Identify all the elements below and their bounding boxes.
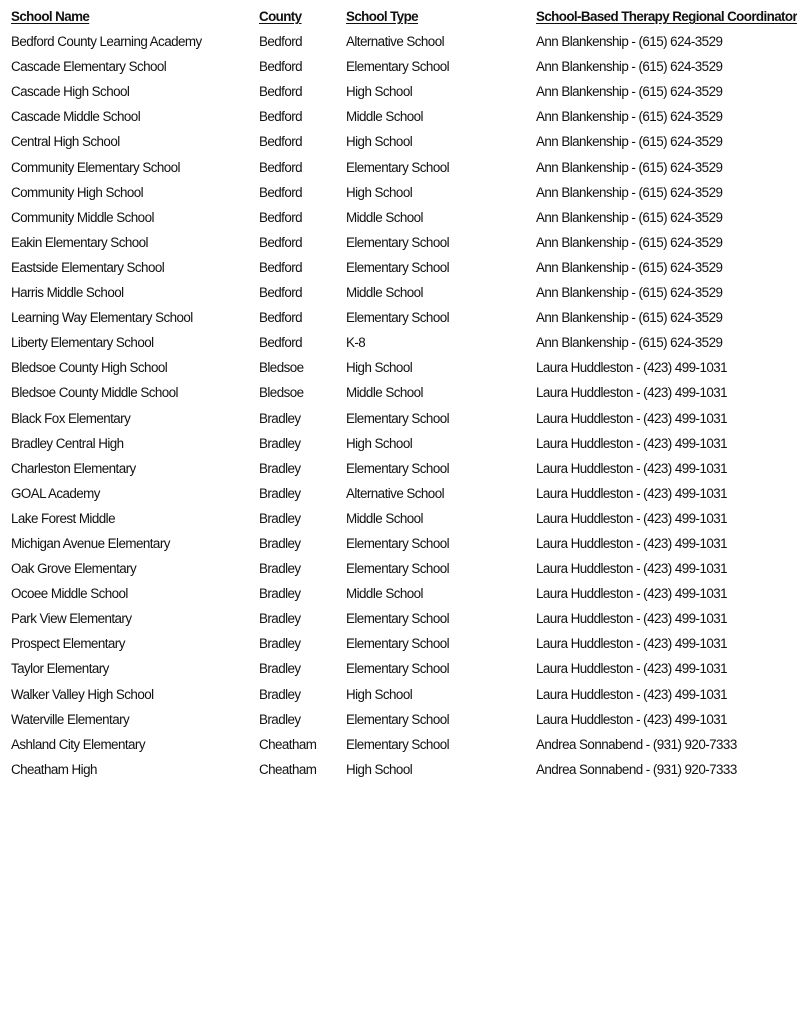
school-type-cell: Middle School	[346, 285, 423, 301]
school-type-cell: Elementary School	[346, 59, 450, 75]
county-cell: Bedford	[259, 59, 303, 75]
coordinator-cell: Ann Blankenship - (615) 624-3529	[536, 209, 723, 225]
school-type-cell: High School	[346, 134, 413, 150]
county-cell: Bradley	[259, 535, 301, 551]
school-name-cell: Waterville Elementary	[11, 711, 130, 727]
school-type-cell: High School	[346, 435, 413, 451]
school-type-cell: Elementary School	[346, 535, 450, 551]
school-name-cell: Community Elementary School	[11, 159, 180, 175]
school-name-cell: Harris Middle School	[11, 285, 124, 301]
table-row	[11, 631, 761, 656]
county-cell: Bedford	[259, 310, 303, 326]
county-cell: Bradley	[259, 561, 301, 577]
school-name-cell: Community Middle School	[11, 209, 154, 225]
county-cell: Cheatham	[259, 761, 317, 777]
coordinator-cell: Ann Blankenship - (615) 624-3529	[536, 159, 723, 175]
table-row	[11, 230, 761, 255]
coordinator-cell: Andrea Sonnabend - (931) 920-7333	[536, 761, 737, 777]
coordinator-cell: Laura Huddleston - (423) 499-1031	[536, 661, 728, 677]
county-cell: Bedford	[259, 285, 303, 301]
coordinator-cell: Laura Huddleston - (423) 499-1031	[536, 485, 728, 501]
coordinator-cell: Ann Blankenship - (615) 624-3529	[536, 234, 723, 250]
county-cell: Bradley	[259, 510, 301, 526]
school-type-cell: Elementary School	[346, 636, 450, 652]
school-type-cell: Elementary School	[346, 410, 450, 426]
school-type-cell: Elementary School	[346, 561, 450, 577]
coordinator-cell: Ann Blankenship - (615) 624-3529	[536, 84, 723, 100]
coordinator-cell: Ann Blankenship - (615) 624-3529	[536, 310, 723, 326]
school-name-cell: Bedford County Learning Academy	[11, 34, 202, 50]
coordinator-cell: Laura Huddleston - (423) 499-1031	[536, 686, 728, 702]
table-row	[11, 380, 761, 405]
coordinator-cell: Andrea Sonnabend - (931) 920-7333	[536, 736, 737, 752]
school-name-cell: Cascade Middle School	[11, 109, 141, 125]
school-name-cell: Charleston Elementary	[11, 460, 136, 476]
table-row	[11, 481, 761, 506]
table-row	[11, 682, 761, 707]
school-name-cell: Learning Way Elementary School	[11, 310, 193, 326]
school-type-cell: Middle School	[346, 385, 423, 401]
table-row	[11, 506, 761, 531]
school-type-cell: Elementary School	[346, 711, 450, 727]
county-cell: Bledsoe	[259, 360, 304, 376]
county-cell: Bradley	[259, 686, 301, 702]
school-type-cell: K-8	[346, 335, 366, 351]
school-type-cell: Alternative School	[346, 34, 445, 50]
coordinator-cell: Ann Blankenship - (615) 624-3529	[536, 34, 723, 50]
coordinator-cell: Ann Blankenship - (615) 624-3529	[536, 259, 723, 275]
coordinator-cell: Ann Blankenship - (615) 624-3529	[536, 285, 723, 301]
coordinator-cell: Laura Huddleston - (423) 499-1031	[536, 410, 728, 426]
county-cell: Bradley	[259, 611, 301, 627]
county-cell: Bedford	[259, 209, 303, 225]
school-type-cell: Elementary School	[346, 611, 450, 627]
coordinator-cell: Ann Blankenship - (615) 624-3529	[536, 134, 723, 150]
table-row	[11, 581, 761, 606]
school-name-cell: Bledsoe County Middle School	[11, 385, 178, 401]
coordinator-cell: Laura Huddleston - (423) 499-1031	[536, 561, 728, 577]
school-name-cell: Park View Elementary	[11, 611, 132, 627]
table-row	[11, 757, 761, 782]
school-type-cell: High School	[346, 761, 413, 777]
county-cell: Bedford	[259, 335, 303, 351]
school-type-cell: Alternative School	[346, 485, 445, 501]
table-row	[11, 205, 761, 230]
table-row	[11, 255, 761, 280]
coordinator-cell: Laura Huddleston - (423) 499-1031	[536, 535, 728, 551]
county-cell: Bedford	[259, 159, 303, 175]
school-name-cell: Cascade High School	[11, 84, 130, 100]
county-cell: Cheatham	[259, 736, 317, 752]
table-row	[11, 29, 761, 54]
coordinator-cell: Ann Blankenship - (615) 624-3529	[536, 109, 723, 125]
coordinator-cell: Laura Huddleston - (423) 499-1031	[536, 711, 728, 727]
table-row	[11, 104, 761, 129]
county-cell: Bedford	[259, 234, 303, 250]
school-name-cell: Cascade Elementary School	[11, 59, 167, 75]
header-county: County	[259, 9, 302, 24]
school-type-cell: Elementary School	[346, 234, 450, 250]
coordinator-cell: Laura Huddleston - (423) 499-1031	[536, 435, 728, 451]
county-cell: Bradley	[259, 711, 301, 727]
header-school-name: School Name	[11, 9, 90, 24]
school-type-cell: Middle School	[346, 209, 423, 225]
coordinator-cell: Ann Blankenship - (615) 624-3529	[536, 59, 723, 75]
table-row	[11, 531, 761, 556]
table-row	[11, 280, 761, 305]
county-cell: Bledsoe	[259, 385, 304, 401]
table-row	[11, 406, 761, 431]
table-row	[11, 180, 761, 205]
coordinator-cell: Laura Huddleston - (423) 499-1031	[536, 460, 728, 476]
table-row	[11, 707, 761, 732]
school-name-cell: Taylor Elementary	[11, 661, 109, 677]
school-name-cell: Black Fox Elementary	[11, 410, 131, 426]
school-type-cell: High School	[346, 686, 413, 702]
table-row	[11, 330, 761, 355]
county-cell: Bradley	[259, 661, 301, 677]
school-type-cell: Middle School	[346, 586, 423, 602]
school-type-cell: Elementary School	[346, 661, 450, 677]
table-row	[11, 79, 761, 104]
table-row	[11, 732, 761, 757]
county-cell: Bedford	[259, 259, 303, 275]
school-name-cell: Prospect Elementary	[11, 636, 125, 652]
table-body	[11, 29, 761, 782]
coordinator-cell: Laura Huddleston - (423) 499-1031	[536, 385, 728, 401]
school-type-cell: Elementary School	[346, 310, 450, 326]
table-row	[11, 456, 761, 481]
coordinator-cell: Laura Huddleston - (423) 499-1031	[536, 636, 728, 652]
school-name-cell: Walker Valley High School	[11, 686, 154, 702]
table-row	[11, 606, 761, 631]
school-type-cell: High School	[346, 84, 413, 100]
school-type-cell: High School	[346, 184, 413, 200]
county-cell: Bedford	[259, 84, 303, 100]
table-row	[11, 355, 761, 380]
school-type-cell: Middle School	[346, 510, 423, 526]
school-name-cell: Bledsoe County High School	[11, 360, 168, 376]
county-cell: Bradley	[259, 636, 301, 652]
county-cell: Bedford	[259, 109, 303, 125]
school-name-cell: Bradley Central High	[11, 435, 124, 451]
school-name-cell: GOAL Academy	[11, 485, 100, 501]
county-cell: Bradley	[259, 435, 301, 451]
county-cell: Bradley	[259, 460, 301, 476]
coordinator-cell: Laura Huddleston - (423) 499-1031	[536, 360, 728, 376]
school-name-cell: Liberty Elementary School	[11, 335, 154, 351]
school-name-cell: Ashland City Elementary	[11, 736, 145, 752]
county-cell: Bradley	[259, 485, 301, 501]
table-header-row	[11, 4, 797, 29]
school-type-cell: Elementary School	[346, 736, 450, 752]
school-name-cell: Oak Grove Elementary	[11, 561, 137, 577]
table-row	[11, 129, 761, 154]
coordinator-cell: Laura Huddleston - (423) 499-1031	[536, 510, 728, 526]
county-cell: Bradley	[259, 586, 301, 602]
school-name-cell: Ocoee Middle School	[11, 586, 128, 602]
school-table	[11, 4, 797, 782]
coordinator-cell: Laura Huddleston - (423) 499-1031	[536, 586, 728, 602]
school-type-cell: Elementary School	[346, 460, 450, 476]
table-row	[11, 155, 761, 180]
table-row	[11, 305, 761, 330]
county-cell: Bedford	[259, 34, 303, 50]
school-type-cell: Elementary School	[346, 159, 450, 175]
coordinator-cell: Ann Blankenship - (615) 624-3529	[536, 335, 723, 351]
county-cell: Bradley	[259, 410, 301, 426]
county-cell: Bedford	[259, 134, 303, 150]
coordinator-cell: Ann Blankenship - (615) 624-3529	[536, 184, 723, 200]
school-name-cell: Eakin Elementary School	[11, 234, 148, 250]
school-name-cell: Michigan Avenue Elementary	[11, 535, 170, 551]
table-row	[11, 54, 761, 79]
school-type-cell: Elementary School	[346, 259, 450, 275]
county-cell: Bedford	[259, 184, 303, 200]
school-name-cell: Eastside Elementary School	[11, 259, 165, 275]
table-row	[11, 556, 761, 581]
school-name-cell: Lake Forest Middle	[11, 510, 115, 526]
table-row	[11, 656, 761, 681]
school-type-cell: Middle School	[346, 109, 423, 125]
school-name-cell: Central High School	[11, 134, 120, 150]
school-type-cell: High School	[346, 360, 413, 376]
blank-page-area	[0, 790, 770, 1024]
header-school-type: School Type	[346, 9, 419, 24]
table-row	[11, 431, 761, 456]
school-name-cell: Cheatham High	[11, 761, 97, 777]
school-name-cell: Community High School	[11, 184, 144, 200]
coordinator-cell: Laura Huddleston - (423) 499-1031	[536, 611, 728, 627]
header-coordinator: School-Based Therapy Regional Coordinator	[536, 9, 797, 24]
